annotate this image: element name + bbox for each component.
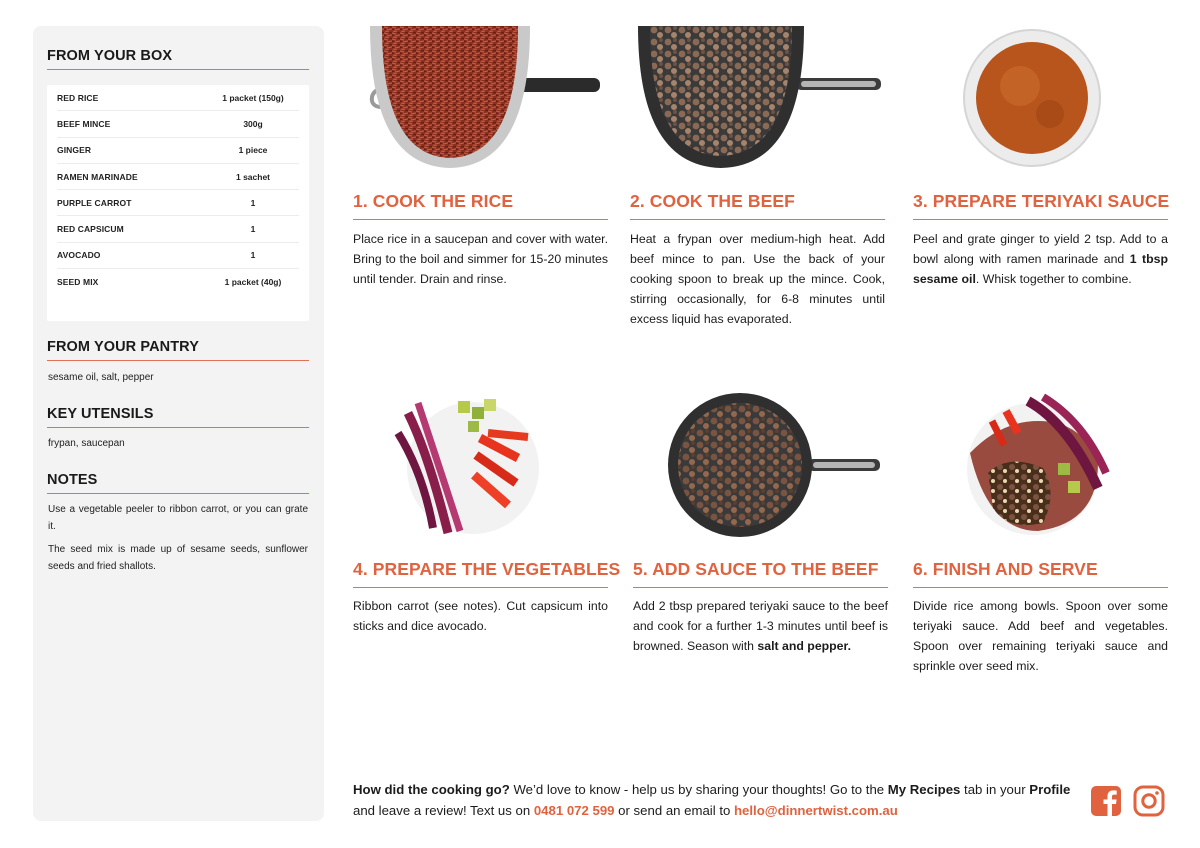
sauce-beef-photo — [668, 393, 883, 538]
notes-text — [48, 501, 308, 581]
ingredient-name: RED RICE — [57, 92, 99, 103]
ingredient-name: GINGER — [57, 145, 92, 156]
ingredient-quantity: 1 sachet — [235, 171, 271, 182]
step-3-text-part: . Whisk together to combine. — [975, 272, 1132, 286]
ingredient-row — [57, 164, 299, 190]
ingredient-quantity: 1 — [250, 250, 256, 261]
cook-beef-photo — [636, 26, 881, 171]
ingredient-quantity: 300g — [243, 118, 263, 129]
feedback-footer — [353, 779, 1073, 821]
step-6-title: 6. FINISH AND SERVE — [913, 559, 1168, 588]
vegetables-photo — [388, 393, 548, 538]
from-your-box-heading: FROM YOUR BOX — [47, 48, 309, 70]
my-recipes-link[interactable]: My Recipes — [887, 782, 961, 797]
ingredients-table — [47, 85, 309, 321]
instagram-icon[interactable] — [1133, 785, 1165, 817]
step-1-text: Place rice in a saucepan and cover with water. Bring to the boil and simmer for 15-20 minutes until tender. Drain and rinse. — [353, 232, 608, 286]
ingredient-name: BEEF MINCE — [57, 118, 111, 129]
step-1-title: 1. COOK THE RICE — [353, 191, 608, 220]
step-4-title: 4. PREPARE THE VEGETABLES — [353, 559, 608, 588]
pantry-text: sesame oil, salt, pepper — [48, 372, 154, 383]
ingredient-row — [57, 190, 299, 216]
step-3-text — [913, 229, 1168, 289]
from-your-pantry-heading: FROM YOUR PANTRY — [47, 339, 309, 361]
ingredient-name: AVOCADO — [57, 250, 101, 261]
ingredient-quantity: 1 piece — [238, 145, 268, 156]
ingredient-row — [57, 85, 299, 111]
step-3-title: 3. PREPARE TERIYAKI SAUCE — [913, 191, 1168, 220]
ingredient-quantity: 1 — [250, 224, 256, 235]
footer-question: How did the cooking go? — [353, 782, 510, 797]
ingredient-quantity: 1 — [250, 197, 256, 208]
step-6-text: Divide rice among bowls. Spoon over some teriyaki sauce. Add beef and vegetables. Spoon over remaining teriyaki sauce and sprinkle over seed mix. — [913, 599, 1168, 673]
step-5-text — [633, 596, 888, 656]
ingredient-name: PURPLE CARROT — [57, 197, 132, 208]
ingredient-row — [57, 138, 299, 164]
footer-text: tab in your — [960, 782, 1030, 797]
ingredient-row — [57, 269, 299, 295]
email-link[interactable]: hello@dinnertwist.com.au — [734, 803, 898, 818]
ingredient-row — [57, 216, 299, 242]
step-5-title: 5. ADD SAUCE TO THE BEEF — [633, 559, 888, 588]
profile-link[interactable]: Profile — [1029, 782, 1071, 797]
facebook-icon[interactable] — [1090, 785, 1122, 817]
cook-rice-photo — [360, 26, 605, 171]
step-2-text: Heat a frypan over medium-high heat. Add beef mince to pan. Use the back of your cooking spoon to break up the mince. Cook, stirring occasionally, for 6-8 minutes until excess liquid has evaporated. — [630, 232, 885, 326]
ingredient-name: RAMEN MARINADE — [57, 171, 138, 182]
note-item: Use a vegetable peeler to ribbon carrot, or you can grate it. — [48, 504, 308, 532]
note-item: The seed mix is made up of sesame seeds, sunflower seeds and fried shallots. — [48, 544, 308, 572]
ingredient-row — [57, 111, 299, 137]
step-4-text: Ribbon carrot (see notes). Cut capsicum into sticks and dice avocado. — [353, 599, 608, 633]
phone-number-link[interactable]: 0481 072 599 — [533, 803, 615, 818]
footer-text: We’d love to know - help us by sharing your thoughts! Go to the — [509, 782, 888, 797]
step-2-title: 2. COOK THE BEEF — [630, 191, 885, 220]
ingredients-sidebar — [33, 26, 324, 821]
notes-heading: NOTES — [47, 472, 309, 494]
finished-bowl-photo — [948, 393, 1118, 538]
footer-text: or send an email to — [614, 803, 734, 818]
step-5-text-bold: salt and pepper. — [757, 639, 852, 653]
ingredient-quantity: 1 packet (150g) — [222, 92, 284, 103]
key-utensils-heading: KEY UTENSILS — [47, 406, 309, 428]
ingredient-row — [57, 243, 299, 269]
ingredient-name: RED CAPSICUM — [57, 224, 124, 235]
ingredient-quantity: 1 packet (40g) — [224, 277, 282, 288]
step-3-text-bold: 1 tbsp sesame oil — [913, 252, 1168, 286]
footer-text: and leave a review! Text us on — [353, 803, 534, 818]
step-3-text-part: Peel and grate ginger to yield 2 tsp. Add to a bowl along with ramen marinade and — [913, 232, 1168, 266]
utensils-text: frypan, saucepan — [48, 438, 125, 449]
teriyaki-sauce-photo — [960, 26, 1110, 171]
step-5-text-part: Add 2 tbsp prepared teriyaki sauce to the beef and cook for a further 1-3 minutes until beef is browned. Season with — [633, 599, 888, 653]
ingredient-name: SEED MIX — [57, 277, 99, 288]
